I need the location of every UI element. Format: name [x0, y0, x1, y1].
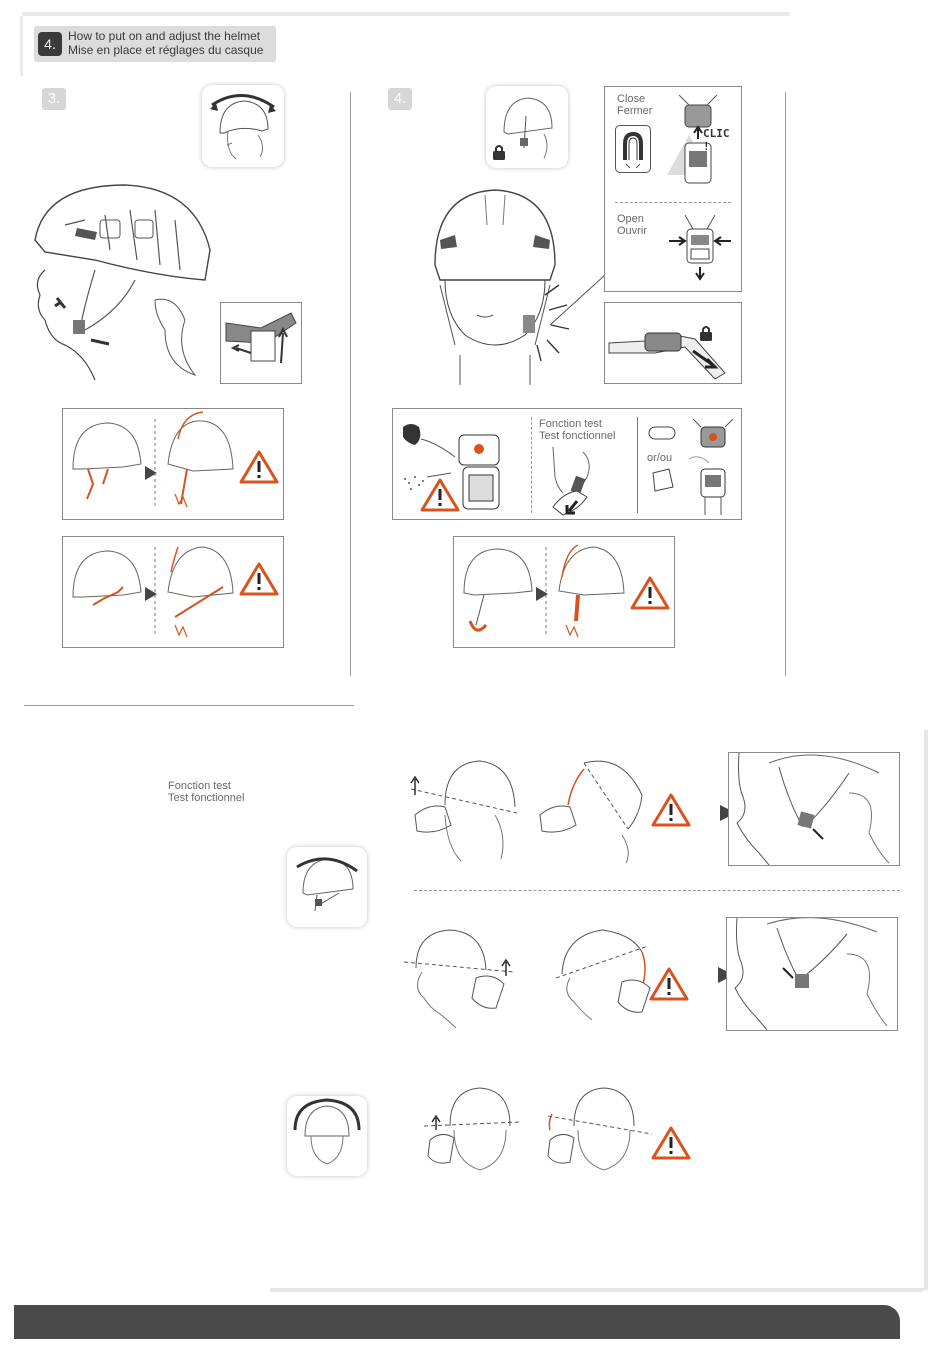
function-test-label-1: Fonction test [539, 418, 602, 430]
tilt-forward-test-illustration [400, 928, 518, 1028]
open-label [617, 213, 647, 237]
warning-icon [629, 575, 671, 611]
function-test-box [392, 408, 742, 520]
section-number: 4. [38, 32, 62, 56]
function-test-label-2: Test fonctionnel [539, 430, 616, 442]
buckle-open-illustration [665, 215, 737, 285]
lock-icon [699, 325, 713, 341]
buckle-close-open-box [604, 86, 742, 292]
thumb-helmet-front-rotate [287, 1096, 367, 1176]
panel-bottom-rule [270, 1288, 925, 1292]
brush-icon [647, 423, 677, 443]
helmet-side-thumb-icon [202, 85, 284, 167]
front-tilt-test-illustration [420, 1086, 520, 1182]
buckle-clean-illustration [689, 419, 739, 517]
open-label-fr: Ouvrir [617, 225, 647, 237]
warning-frame-buckle [453, 536, 675, 648]
warning-icon [238, 449, 280, 485]
panel-right-rule [924, 730, 928, 1290]
close-open-divider [615, 202, 731, 203]
strap-lock-box [604, 302, 742, 384]
thumb-helmet-locked [486, 86, 568, 168]
clic-label: CLIC ! [703, 127, 730, 153]
tilt-back-fail-illustration [532, 755, 650, 865]
section-title-fr: Mise en place et réglages du casque [68, 43, 264, 57]
magnet-icon [615, 125, 651, 173]
lower-row-divider [414, 890, 900, 891]
lower-function-test-label-2: Test fonctionnel [168, 792, 245, 804]
header-left-rule [20, 16, 23, 76]
open-label-en: Open [617, 213, 644, 225]
or-label: or/ou [647, 452, 673, 464]
strap-detail-box [220, 302, 302, 384]
lower-function-test-label-1: Fonction test [168, 780, 231, 792]
close-label [617, 93, 652, 117]
column-divider-left [350, 92, 351, 676]
lock-icon [492, 144, 506, 160]
close-label-fr: Fermer [617, 105, 653, 117]
thumb-helmet-side-strap [287, 847, 367, 927]
warning-frame-chinstrap-2 [62, 536, 284, 648]
front-tilt-fail-illustration [544, 1086, 654, 1182]
warning-icon [238, 561, 280, 597]
buckle-pull-test-illustration [543, 447, 623, 517]
tilt-back-test-illustration [405, 755, 523, 865]
column-divider-right [785, 92, 786, 676]
section-title-en: How to put on and adjust the helmet [68, 29, 261, 43]
buckle-debris-illustration [397, 417, 527, 517]
step-badge-4: 4. [388, 88, 412, 110]
warning-frame-chinstrap-1 [62, 408, 284, 520]
section-title [68, 29, 263, 57]
header-rule [22, 12, 790, 16]
cloth-icon [649, 467, 675, 493]
function-test-label [539, 418, 615, 442]
warning-icon [648, 966, 690, 1002]
section-divider [24, 705, 354, 706]
helmet-side-illustration [25, 180, 225, 395]
warning-icon [650, 792, 692, 828]
adjuster-detail-box-2 [726, 917, 898, 1031]
step-badge-3: 3. [42, 88, 66, 110]
warning-icon [650, 1125, 692, 1161]
footer-bar [14, 1305, 900, 1339]
thumb-helmet-rotate [202, 85, 284, 167]
adjuster-detail-box-1 [728, 752, 900, 866]
close-label-en: Close [617, 93, 646, 105]
warning-icon [419, 477, 461, 513]
lower-function-test-label [168, 780, 244, 804]
